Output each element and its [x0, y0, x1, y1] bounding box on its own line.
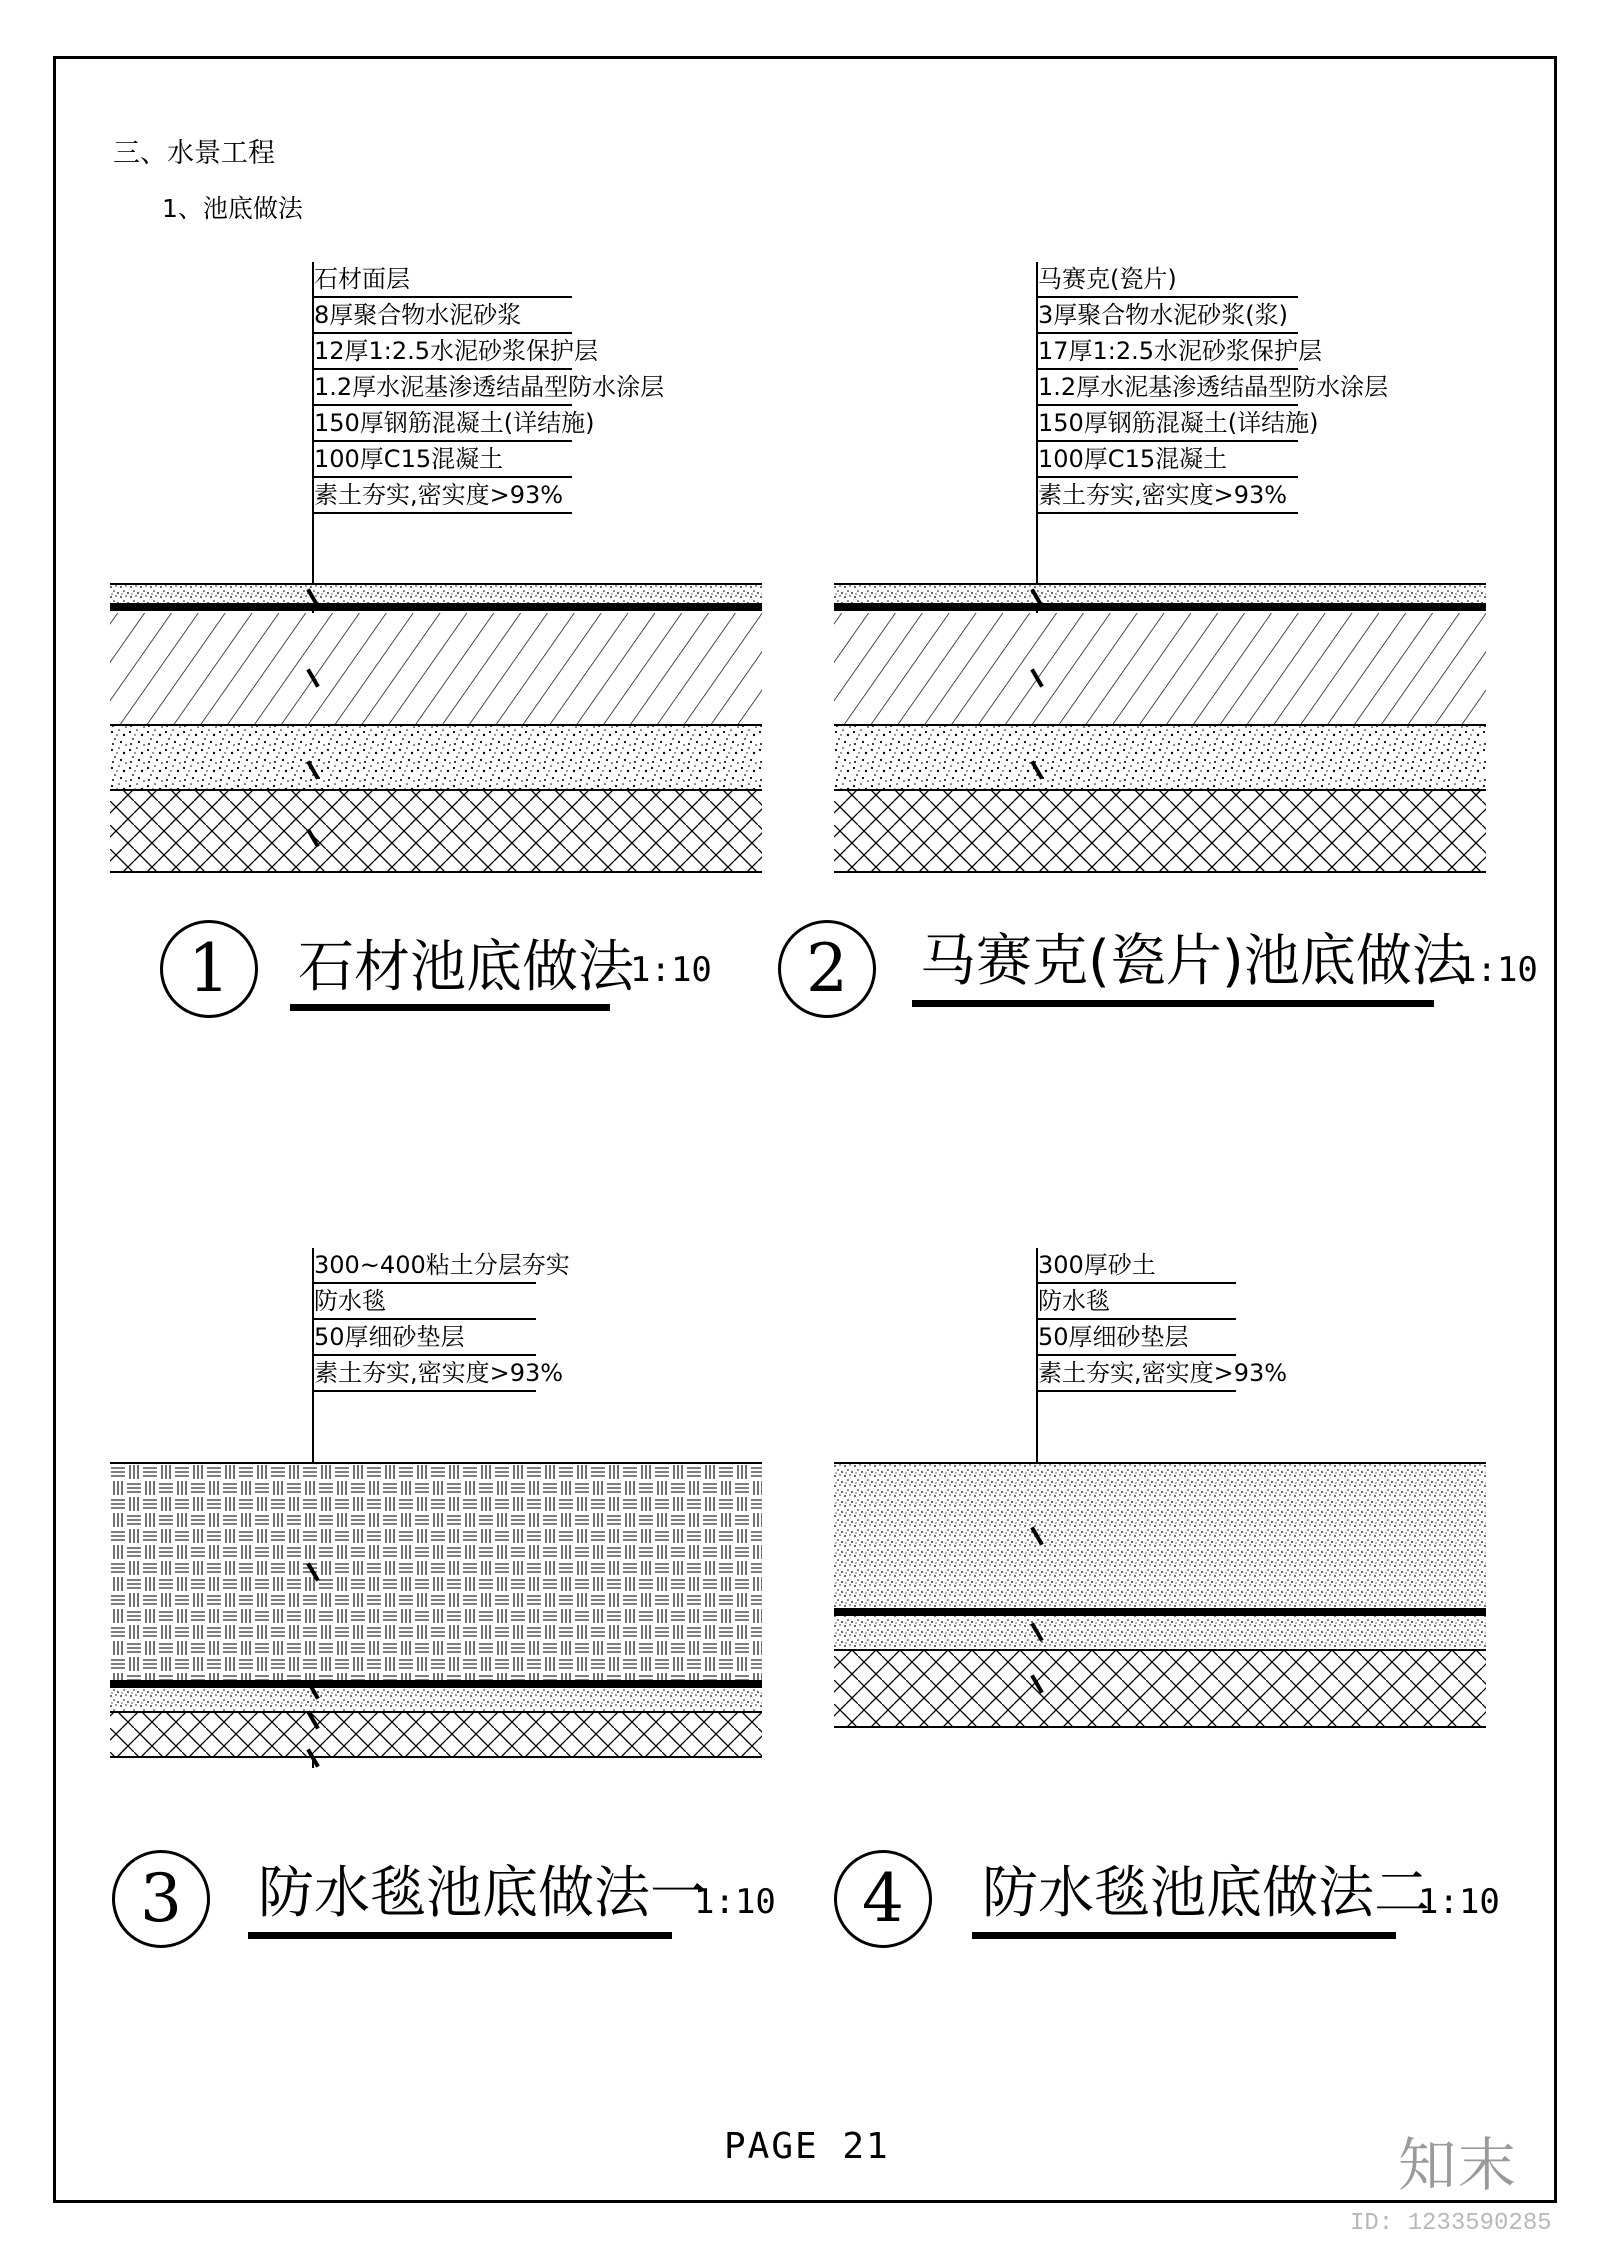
detail-title: 防水毯池底做法二	[982, 1861, 1430, 1926]
layer-label: 素土夯实,密实度>93%	[312, 1356, 536, 1392]
soil-layer	[110, 1713, 762, 1756]
title-underline	[912, 1000, 1434, 1007]
layer-label: 3厚聚合物水泥砂浆(浆)	[1036, 298, 1298, 334]
layer-label: 17厚1:2.5水泥砂浆保护层	[1036, 334, 1298, 370]
image-id: ID: 1233590285	[1350, 2210, 1552, 2237]
layer-label: 100厚C15混凝土	[1036, 442, 1298, 478]
layer-label: 50厚细砂垫层	[1036, 1320, 1236, 1356]
layer-section	[110, 1462, 762, 1758]
layer-label: 50厚细砂垫层	[312, 1320, 536, 1356]
scale-label: 1:10	[694, 1882, 776, 1922]
layer-label: 300~400粘土分层夯实	[312, 1248, 536, 1284]
layer-section	[110, 583, 762, 873]
sand-layer	[834, 1616, 1486, 1650]
layer-label: 150厚钢筋混凝土(详结施)	[312, 406, 572, 442]
layer-label: 150厚钢筋混凝土(详结施)	[1036, 406, 1298, 442]
layer-label: 素土夯实,密实度>93%	[1036, 1356, 1236, 1392]
page-number: PAGE 21	[724, 2126, 890, 2167]
scale-label: 1:10	[630, 950, 712, 990]
layer-label: 1.2厚水泥基渗透结晶型防水涂层	[1036, 370, 1298, 406]
detail-number-circle: 1	[160, 920, 258, 1018]
layer-label: 1.2厚水泥基渗透结晶型防水涂层	[312, 370, 572, 406]
detail-title: 石材池底做法	[298, 935, 634, 1000]
sub-title: 1、池底做法	[162, 194, 303, 223]
section-title: 三、水景工程	[113, 138, 275, 169]
layer-label: 防水毯	[312, 1284, 536, 1320]
detail-number-circle: 2	[778, 920, 876, 1018]
title-underline	[290, 1004, 610, 1011]
sandy-soil-layer	[834, 1464, 1486, 1608]
layer-section	[834, 1462, 1486, 1728]
clay-layer	[110, 1464, 762, 1680]
concrete-layer	[834, 613, 1486, 725]
layer-label: 100厚C15混凝土	[312, 442, 572, 478]
waterproof-blanket	[110, 1680, 762, 1688]
c15-layer	[834, 726, 1486, 790]
soil-layer	[834, 1651, 1486, 1726]
title-underline	[972, 1932, 1396, 1939]
layer-label: 12厚1:2.5水泥砂浆保护层	[312, 334, 572, 370]
scale-label: 1:10	[1456, 950, 1538, 990]
soil-layer	[110, 791, 762, 871]
waterproof-blanket	[834, 1608, 1486, 1616]
mosaic-layer	[834, 585, 1486, 603]
layer-label: 素土夯实,密实度>93%	[1036, 478, 1298, 514]
waterproof-line	[834, 603, 1486, 611]
soil-layer	[834, 791, 1486, 871]
detail-number-circle: 3	[112, 1850, 210, 1948]
layer-label: 马赛克(瓷片)	[1036, 262, 1298, 298]
detail-number-circle: 4	[834, 1850, 932, 1948]
stone-layer	[110, 585, 762, 603]
detail-title: 马赛克(瓷片)池底做法	[920, 929, 1468, 994]
sand-layer	[110, 1688, 762, 1712]
title-underline	[248, 1932, 672, 1939]
layer-label: 防水毯	[1036, 1284, 1236, 1320]
detail-title: 防水毯池底做法一	[258, 1861, 706, 1926]
concrete-layer	[110, 613, 762, 725]
layer-label: 素土夯实,密实度>93%	[312, 478, 572, 514]
waterproof-line	[110, 603, 762, 611]
layer-section	[834, 583, 1486, 873]
c15-layer	[110, 726, 762, 790]
watermark-logo: 知末	[1398, 2131, 1519, 2199]
layer-label: 8厚聚合物水泥砂浆	[312, 298, 572, 334]
scale-label: 1:10	[1418, 1882, 1500, 1922]
layer-label: 石材面层	[312, 262, 572, 298]
layer-label: 300厚砂土	[1036, 1248, 1236, 1284]
